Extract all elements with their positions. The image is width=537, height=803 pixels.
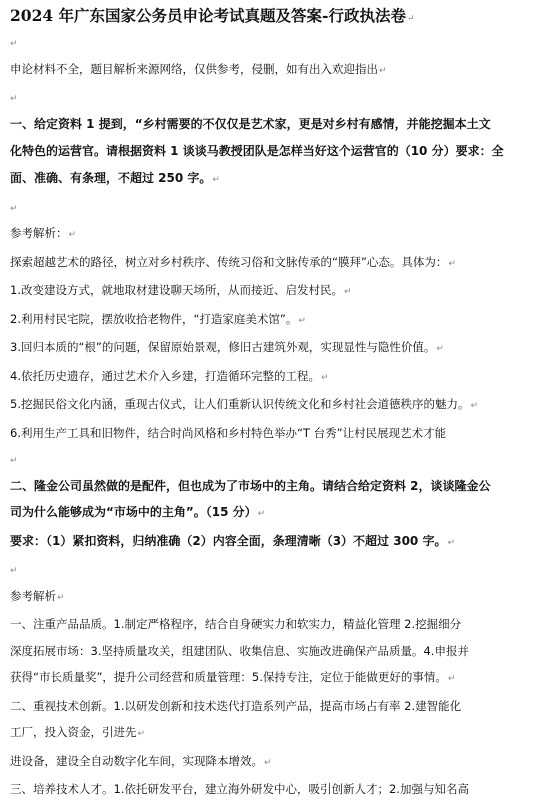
line-text: 面、准确、有条理，不超过 250 字。	[10, 170, 212, 185]
line-text: 6.利用生产工具和旧物件，结合时尚风格和乡村特色举办“T 台秀”让村民展现艺术才能	[10, 425, 447, 440]
text-line	[10, 499, 527, 528]
paragraph-mark-icon: ↵	[10, 39, 18, 49]
blank-paragraph	[10, 556, 527, 583]
paragraph-mark-icon: ↵	[447, 674, 456, 684]
paragraph-mark-icon: ↵	[10, 566, 18, 576]
paragraph-mark-icon: ↵	[68, 230, 77, 240]
text-line	[10, 528, 527, 557]
line-text: 参考解析：	[10, 226, 68, 240]
line-text: 司为什么能够成为“市场中的主角”。（15 分）	[10, 505, 257, 519]
line-text: 深度拓展市场：3.坚持质量攻关，组建团队、收集信息、实施改进确保产品质量。4.申报并	[10, 643, 469, 658]
paragraph-mark-icon: ↵	[436, 344, 444, 354]
text-line	[10, 420, 527, 447]
line-text: 要求：（1）紧扣资料，归纳准确（2）内容全面，条理清晰（3）不超过 300 字。	[10, 533, 447, 548]
text-line	[10, 719, 527, 748]
line-text: 5.挖掘民俗文化内涵，重现古仪式，让人们重新认识传统文化和乡村社会道德秩序的魅力。	[10, 397, 470, 411]
blank-paragraph	[10, 446, 527, 473]
paragraph-mark-icon: ↵	[10, 203, 18, 214]
paragraph-mark-icon: ↵	[137, 729, 146, 739]
paragraph-mark-icon: ↵	[379, 65, 387, 76]
text-line	[10, 611, 527, 638]
paragraph-mark-icon: ↵	[57, 592, 65, 603]
text-line	[10, 776, 527, 803]
document-title: 2024 年广东国家公务员申论考试真题及答案-行政执法卷↵	[10, 6, 415, 25]
line-text: 进设备，建设全自动数字化车间，实现降本增效。	[10, 753, 263, 768]
line-text: 1.改变建设方式，就地取材建设聊天场所，从而接近、启发村民。	[10, 283, 343, 297]
paragraph-mark-icon: ↵	[447, 537, 456, 548]
text-line	[10, 664, 527, 693]
line-text: 探索超越艺术的路径，树立对乡村秩序、传统习俗和文脉传承的“膜拜”心态。具体为：	[10, 254, 448, 269]
text-line	[10, 220, 527, 249]
paragraph-mark-icon: ↵	[406, 14, 415, 24]
text-line	[10, 56, 527, 85]
line-text: 参考解析	[10, 588, 56, 603]
text-line	[10, 111, 527, 138]
line-text: 申论材料不全，题目解析来源网络，仅供参考，侵删，如有出入欢迎指出	[10, 61, 378, 76]
paragraph-mark-icon: ↵	[470, 401, 479, 411]
line-text: 一、给定资料 1 提到，“乡村需要的不仅仅是艺术家，更是对乡村有感情，并能挖掘本土文	[10, 116, 491, 131]
paragraph-mark-icon: ↵	[298, 315, 306, 326]
paragraph-mark-icon: ↵	[212, 174, 220, 185]
line-text: 化特色的运营官。请根据资料 1 谈谈马教授团队是怎样当好这个运营官的（10 分）要求：全	[10, 143, 504, 158]
blank-paragraph	[10, 29, 527, 56]
text-line	[10, 583, 527, 612]
paragraph-mark-icon: ↵	[10, 456, 18, 466]
document-body	[10, 29, 527, 803]
text-line	[10, 638, 527, 665]
paragraph-mark-icon: ↵	[343, 287, 352, 297]
text-line	[10, 473, 527, 500]
paragraph-mark-icon: ↵	[448, 258, 456, 269]
line-text: 三、培养技术人才。1.依托研发平台，建立海外研发中心，吸引创新人才；2.加强与知名高	[10, 782, 469, 796]
paragraph-mark-icon: ↵	[320, 372, 329, 383]
paragraph-mark-icon: ↵	[10, 94, 18, 104]
line-text: 一、注重产品品质。1.制定严格程序，结合自身硬实力和软实力，精益化管理 2.挖掘细分	[10, 617, 462, 631]
paragraph-mark-icon: ↵	[264, 757, 272, 768]
text-line	[10, 391, 527, 420]
text-line	[10, 693, 527, 720]
text-line	[10, 277, 527, 306]
text-line	[10, 306, 527, 335]
paragraph-mark-icon: ↵	[257, 509, 266, 519]
text-line	[10, 165, 527, 194]
line-text: 3.回归本质的“根”的问题，保留原始景观，修旧古建筑外观，实现显性与隐性价值。	[10, 340, 436, 354]
line-text: 获得“市长质量奖”，提升公司经营和质量管理：5.保持专注，定位于能做更好的事情。	[10, 670, 447, 684]
text-line	[10, 249, 527, 278]
line-text: 二、重视技术创新。1.以研发创新和技术迭代打造系列产品，提高市场占有率 2.建智能化	[10, 698, 462, 713]
line-text: 工厂，投入资金，引进先	[10, 725, 137, 739]
text-line	[10, 748, 527, 777]
text-line	[10, 334, 527, 363]
blank-paragraph	[10, 194, 527, 221]
blank-paragraph	[10, 84, 527, 111]
text-line	[10, 363, 527, 392]
line-text: 2.利用村民宅院，摆放收拾老物件，“打造家庭美术馆”。	[10, 311, 298, 326]
line-text: 二、隆金公司虽然做的是配件，但也成为了市场中的主角。请结合给定资料 2，谈谈隆金公	[10, 478, 491, 493]
line-text: 4.依托历史遗存，通过艺术介入乡建，打造循环完整的工程。	[10, 368, 320, 383]
text-line	[10, 138, 527, 165]
